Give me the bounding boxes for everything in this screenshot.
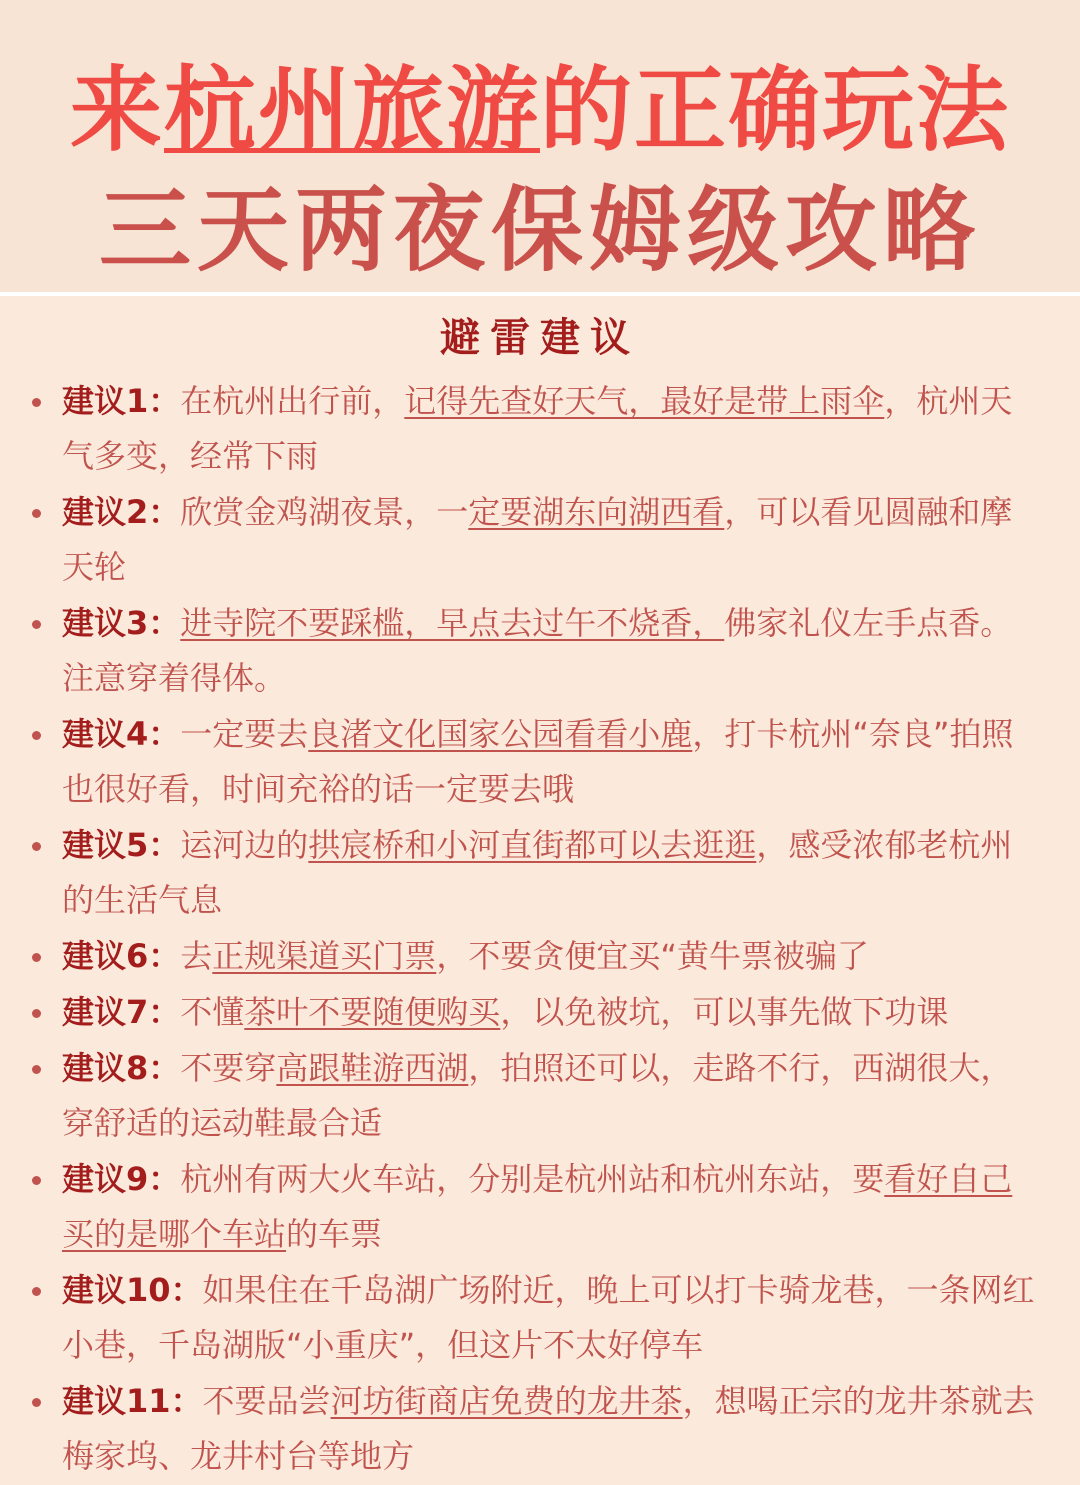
tip-highlight-text: 良渚文化国家公园看看小鹿 bbox=[308, 715, 693, 753]
tip-text: ，拍照还可以，走路不行，西湖很大，穿舒适的运动鞋最合适 bbox=[62, 1049, 1013, 1142]
tip-item bbox=[0, 1374, 1080, 1484]
tip-text: 佛家礼仪左手点香。注意穿着得体。 bbox=[62, 604, 1013, 697]
tip-highlight-text: 定要湖东向湖西看 bbox=[468, 493, 725, 531]
section-title: 避雷建议 bbox=[440, 315, 640, 361]
tip-text: ，可以看见圆融和摩天轮 bbox=[62, 493, 1013, 586]
title-highlight: 杭州旅游 bbox=[163, 57, 540, 164]
tip-text: ，杭州天气多变，经常下雨 bbox=[62, 382, 1013, 475]
tip-item bbox=[0, 1263, 1080, 1373]
tip-label: 建议10： bbox=[62, 1271, 203, 1309]
tip-item bbox=[0, 485, 1080, 595]
page-subtitle: 三天两夜保姆级攻略 bbox=[98, 177, 981, 284]
bullet-dot-icon bbox=[32, 620, 41, 629]
page-title bbox=[0, 56, 1080, 166]
tips-list bbox=[0, 374, 1080, 1485]
tip-item bbox=[0, 707, 1080, 817]
tip-label: 建议2： bbox=[62, 493, 181, 531]
bullet-dot-icon bbox=[32, 1176, 41, 1185]
tip-text: 不要穿 bbox=[180, 1049, 277, 1087]
tip-item bbox=[0, 1041, 1080, 1151]
tip-text: 的车票 bbox=[286, 1215, 383, 1253]
tip-highlight-text: 进寺院不要踩槛，早点去过午不烧香， bbox=[180, 604, 725, 642]
tip-text: 不懂 bbox=[180, 993, 245, 1031]
tip-label: 建议3： bbox=[62, 604, 181, 642]
tip-item bbox=[0, 929, 1080, 984]
tip-item bbox=[0, 1152, 1080, 1262]
tip-text: 去 bbox=[180, 937, 213, 975]
tip-text: ，以免被坑，可以事先做下功课 bbox=[500, 993, 949, 1031]
tip-item bbox=[0, 985, 1080, 1040]
tip-item bbox=[0, 374, 1080, 484]
tip-label: 建议11： bbox=[62, 1382, 203, 1420]
header-banner bbox=[0, 0, 1080, 296]
tip-item bbox=[0, 818, 1080, 928]
tip-label: 建议8： bbox=[62, 1049, 181, 1087]
tip-highlight-text: 拱宸桥和小河直街都可以去逛逛 bbox=[308, 826, 757, 864]
bullet-dot-icon bbox=[32, 731, 41, 740]
bullet-dot-icon bbox=[32, 1009, 41, 1018]
bullet-dot-icon bbox=[32, 1065, 41, 1074]
bullet-dot-icon bbox=[32, 953, 41, 962]
tip-text: 不要品尝 bbox=[202, 1382, 331, 1420]
tip-highlight-text: 高跟鞋游西湖 bbox=[276, 1049, 469, 1087]
tip-text: ，想喝正宗的龙井茶就去梅家坞、龙井村台等地方 bbox=[62, 1382, 1035, 1475]
tip-highlight-text: 正规渠道买门票 bbox=[212, 937, 437, 975]
title-post: 的正确玩法 bbox=[540, 57, 1011, 164]
bullet-dot-icon bbox=[32, 1287, 41, 1296]
tip-label: 建议7： bbox=[62, 993, 181, 1031]
tip-text: 如果住在千岛湖广场附近，晚上可以打卡骑龙巷，一条网红小巷，千岛湖版“小重庆”，但这片不太好停车 bbox=[62, 1271, 1035, 1364]
tip-label: 建议6： bbox=[62, 937, 181, 975]
tip-label: 建议5： bbox=[62, 826, 181, 864]
tip-highlight-text: 看好自己买的是哪个车站 bbox=[62, 1160, 1013, 1253]
tip-text: 欣赏金鸡湖夜景，一 bbox=[180, 493, 469, 531]
tip-label: 建议9： bbox=[62, 1160, 181, 1198]
tip-text: ，不要贪便宜买“黄牛票被骗了 bbox=[436, 937, 869, 975]
tip-highlight-text: 茶叶不要随便购买 bbox=[244, 993, 501, 1031]
tip-label: 建议4： bbox=[62, 715, 181, 753]
tip-text: ，感受浓郁老杭州的生活气息 bbox=[62, 826, 1013, 919]
tip-text: 运河边的 bbox=[180, 826, 309, 864]
tip-text: 杭州有两大火车站，分别是杭州站和杭州东站，要 bbox=[180, 1160, 885, 1198]
title-pre: 来 bbox=[69, 57, 164, 164]
tip-item bbox=[0, 596, 1080, 706]
tip-label: 建议1： bbox=[62, 382, 181, 420]
tip-text: 在杭州出行前， bbox=[180, 382, 405, 420]
tip-highlight-text: 记得先查好天气，最好是带上雨伞 bbox=[404, 382, 885, 420]
tip-text: 一定要去 bbox=[180, 715, 309, 753]
tip-highlight-text: 河坊街商店免费的龙井茶 bbox=[330, 1382, 683, 1420]
bullet-dot-icon bbox=[32, 398, 41, 407]
bullet-dot-icon bbox=[32, 1398, 41, 1407]
bullet-dot-icon bbox=[32, 842, 41, 851]
tip-text: ，打卡杭州“奈良”拍照也很好看，时间充裕的话一定要去哦 bbox=[62, 715, 1014, 808]
bullet-dot-icon bbox=[32, 509, 41, 518]
